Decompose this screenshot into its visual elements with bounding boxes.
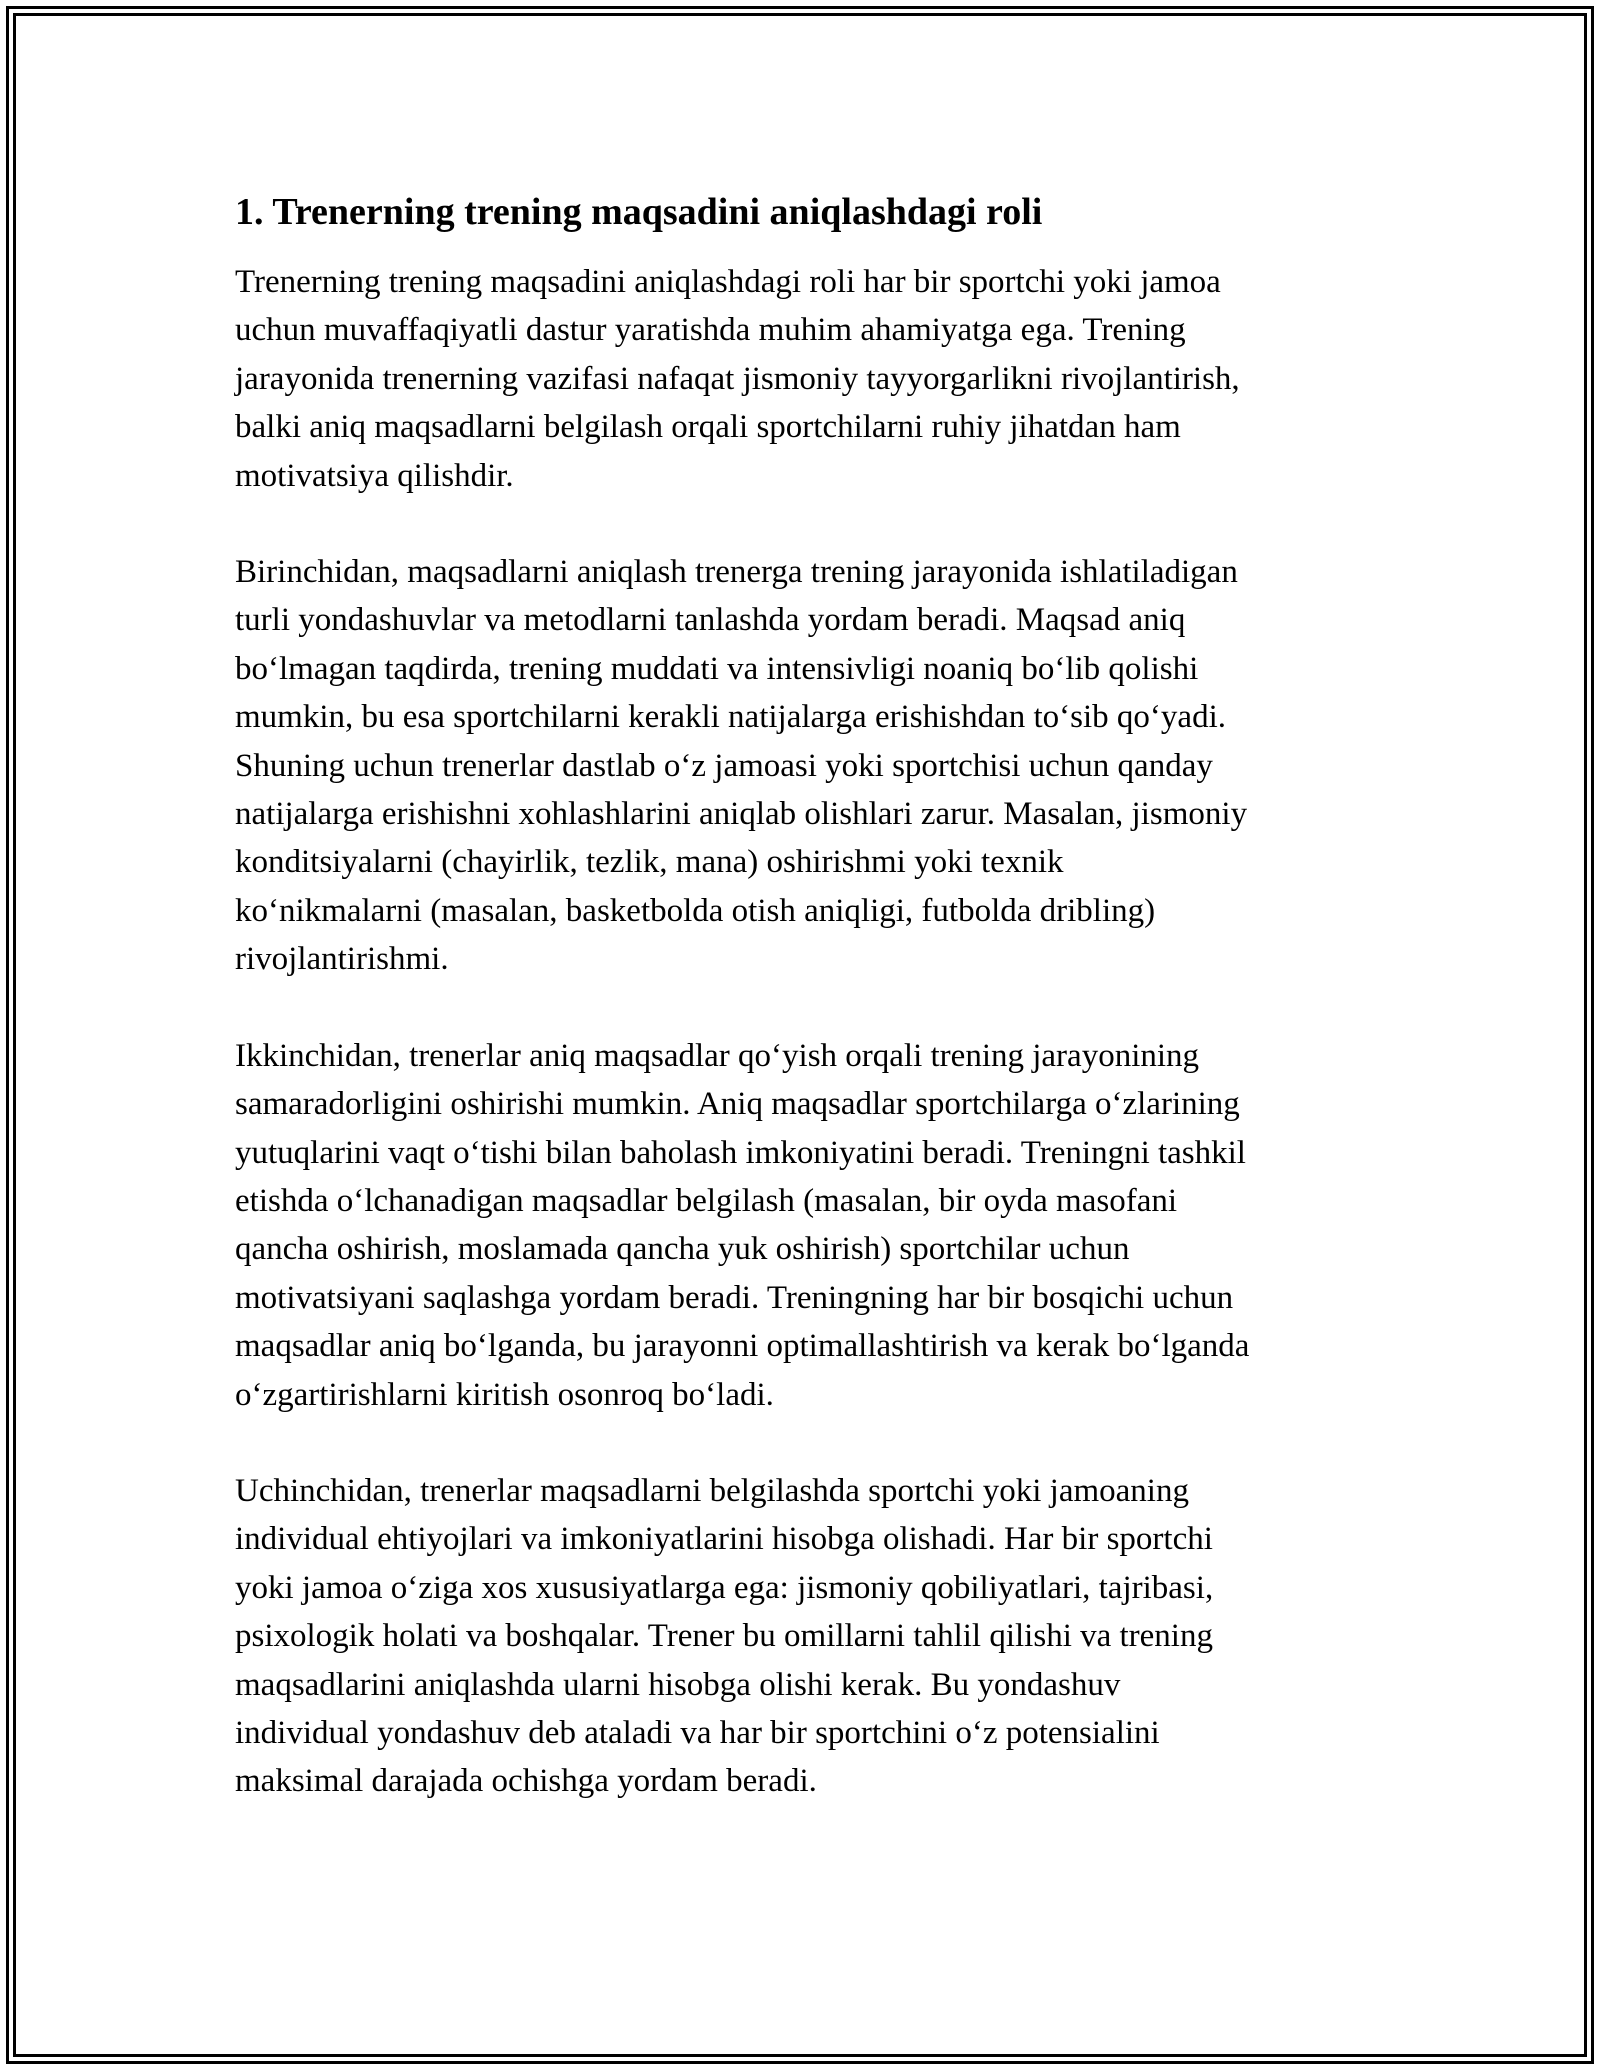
text-line: rivojlantirishmi. xyxy=(235,941,449,978)
text-line: individual yondashuv deb ataladi va har bir sportchini o‘z potensialini xyxy=(235,1714,1160,1751)
text-line: mumkin, bu esa sportchilarni kerakli natijalarga erishishdan to‘sib qo‘yadi. xyxy=(235,699,1226,736)
text-line: maqsadlarini aniqlashda ularni hisobga olishi kerak. Bu yondashuv xyxy=(235,1666,1121,1703)
text-line: jarayonida trenerning vazifasi nafaqat jismoniy tayyorgarlikni rivojlantirish, xyxy=(235,360,1240,397)
text-line: samaradorligini oshirishi mumkin. Aniq maqsadlar sportchilarga o‘zlarining xyxy=(235,1086,1240,1123)
text-line: motivatsiyani saqlashga yordam beradi. Treningning har bir bosqichi uchun xyxy=(235,1279,1234,1316)
text-line: natijalarga erishishni xohlashlarini aniqlab olishlari zarur. Masalan, jismoniy xyxy=(235,796,1248,833)
text-line: Ikkinchidan, trenerlar aniq maqsadlar qo‘yish orqali trening jarayonining xyxy=(235,1037,1200,1074)
text-line: maksimal darajada ochishga yordam beradi. xyxy=(235,1763,817,1800)
paragraph-first-point xyxy=(235,548,1375,984)
text-line: balki aniq maqsadlarni belgilash orqali sportchilarni ruhiy jihatdan ham xyxy=(235,409,1181,446)
document-body xyxy=(235,188,1375,1806)
text-line: individual ehtiyojlari va imkoniyatlarini hisobga olishadi. Har bir sportchi xyxy=(235,1521,1213,1558)
text-line: turli yondashuvlar va metodlarni tanlashda yordam beradi. Maqsad aniq xyxy=(235,602,1186,639)
text-line: qancha oshirish, moslamada qancha yuk oshirish) sportchilar uchun xyxy=(235,1231,1130,1268)
text-line: maqsadlar aniq bo‘lganda, bu jarayonni optimallashtirish va kerak bo‘lganda xyxy=(235,1328,1250,1365)
text-line: motivatsiya qilishdir. xyxy=(235,457,514,494)
text-line: Uchinchidan, trenerlar maqsadlarni belgilashda sportchi yoki jamoaning xyxy=(235,1472,1189,1509)
text-line: uchun muvaffaqiyatli dastur yaratishda muhim ahamiyatga ega. Trening xyxy=(235,312,1186,349)
text-line: Birinchidan, maqsadlarni aniqlash trenerga trening jarayonida ishlatiladigan xyxy=(235,554,1238,591)
paragraph-third-point xyxy=(235,1467,1375,1806)
text-line: etishda o‘lchanadigan maqsadlar belgilash (masalan, bir oyda masofani xyxy=(235,1182,1178,1219)
text-line: yoki jamoa o‘ziga xos xususiyatlarga ega: jismoniy qobiliyatlari, tajribasi, xyxy=(235,1569,1214,1606)
text-line: yutuqlarini vaqt o‘tishi bilan baholash imkoniyatini beradi. Treningni tashkil xyxy=(235,1134,1246,1171)
text-line: Shuning uchun trenerlar dastlab o‘z jamoasi yoki sportchisi uchun qanday xyxy=(235,747,1213,784)
paragraph-second-point xyxy=(235,1032,1375,1419)
text-line: ko‘nikmalarni (masalan, basketbolda otish aniqligi, futbolda dribling) xyxy=(235,892,1156,929)
text-line: o‘zgartirishlarni kiritish osonroq bo‘ladi. xyxy=(235,1376,774,1413)
text-line: psixologik holati va boshqalar. Trener bu omillarni tahlil qilishi va trening xyxy=(235,1618,1213,1655)
text-line: Trenerning trening maqsadini aniqlashdagi roli har bir sportchi yoki jamoa xyxy=(235,264,1221,300)
text-line: konditsiyalarni (chayirlik, tezlik, mana) oshirishmi yoki texnik xyxy=(235,844,1064,881)
text-line: bo‘lmagan taqdirda, trening muddati va intensivligi noaniq bo‘lib qolishi xyxy=(235,650,1199,687)
section-heading: 1. Trenerning trening maqsadini aniqlashdagi roli xyxy=(235,191,1043,233)
paragraph-intro xyxy=(235,258,1375,500)
